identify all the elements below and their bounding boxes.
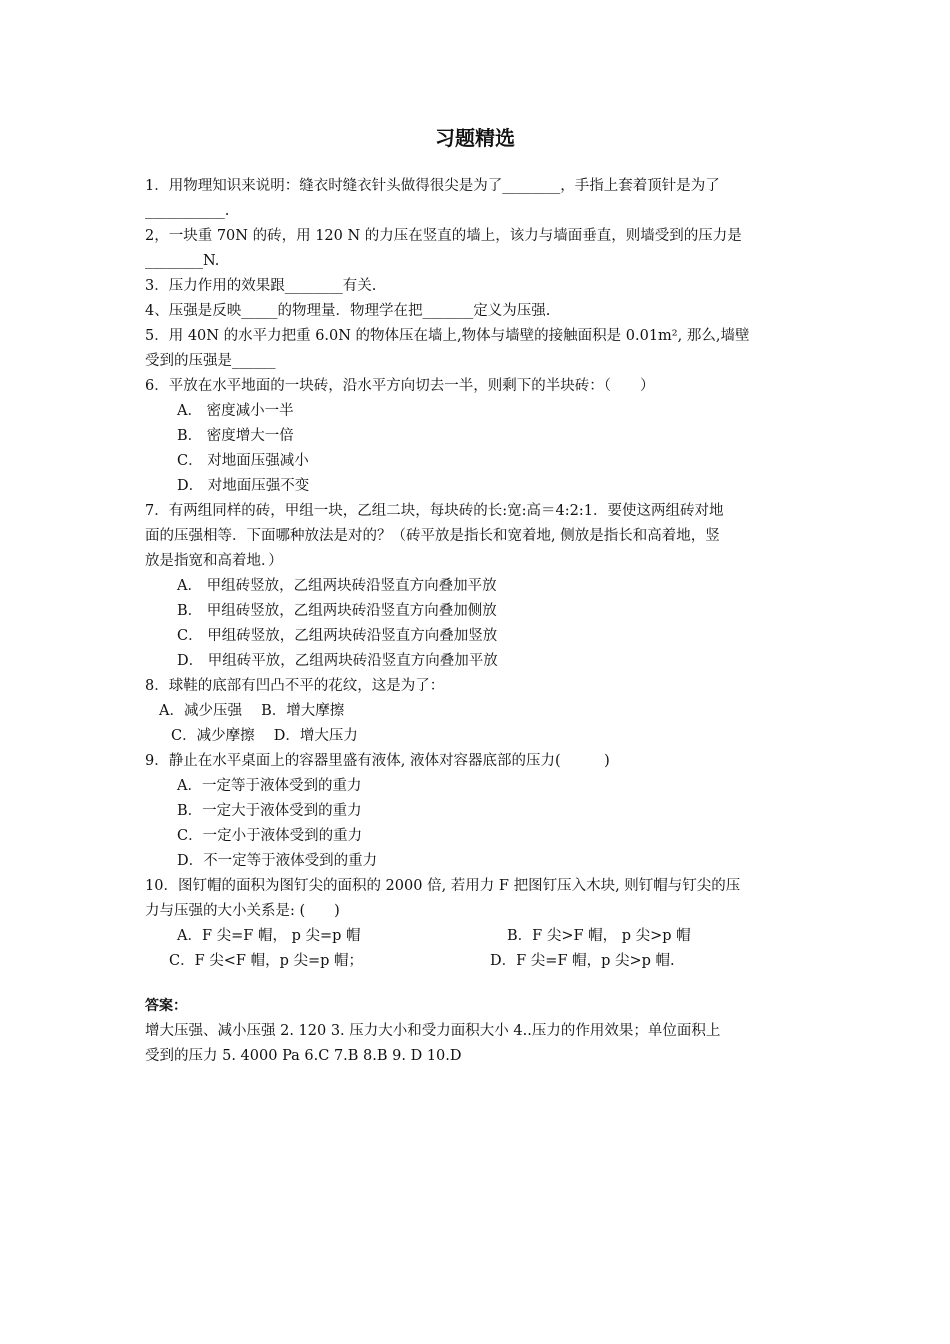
question-7-line-1: 7．有两组同样的砖，甲组一块，乙组二块，每块砖的长:宽:高＝4:2:1．要使这两组砖对地 — [145, 503, 724, 519]
question-6-option-a: A． 密度减小一半 — [177, 403, 294, 419]
question-3: 3．压力作用的效果跟________有关. — [145, 278, 377, 294]
question-9-option-a: A．一定等于液体受到的重力 — [177, 778, 362, 794]
question-9-option-b: B．一定大于液体受到的重力 — [177, 803, 362, 819]
question-10-option-a: A．F 尖=F 帽， p 尖=p 帽 — [177, 928, 361, 944]
question-7-option-a: A． 甲组砖竖放，乙组两块砖沿竖直方向叠加平放 — [177, 578, 497, 594]
question-2-line-2: ________N. — [145, 253, 220, 269]
answers-line-2: 受到的压力 5. 4000 Pa 6.C 7.B 8.B 9. D 10.D — [145, 1048, 462, 1064]
question-6-option-c: C． 对地面压强减小 — [177, 453, 309, 469]
question-8-options-ab: A．减少压强 B．增大摩擦 — [159, 703, 345, 719]
question-10-option-c: C．F 尖<F 帽，p 尖=p 帽； — [169, 953, 364, 969]
page-title: 习题精选 — [435, 126, 515, 150]
question-10-options-cd — [145, 949, 810, 974]
question-5-line-1: 5．用 40N 的水平力把重 6.0N 的物体压在墙上,物体与墙壁的接触面积是 0.01m², 那么,墙壁 — [145, 328, 750, 344]
question-7-option-d: D． 甲组砖平放，乙组两块砖沿竖直方向叠加平放 — [177, 653, 498, 669]
question-4: 4、压强是反映_____的物理量．物理学在把_______定义为压强. — [145, 303, 551, 319]
exercise-content — [145, 174, 810, 1069]
question-10-line-2: 力与压强的大小关系是: ( ) — [145, 903, 340, 919]
question-1-line-2: ___________. — [145, 203, 230, 219]
question-2-line-1: 2，一块重 70N 的砖，用 120 N 的力压在竖直的墙上，该力与墙面垂直，则墙受到的压力是 — [145, 228, 742, 244]
question-7-line-2: 面的压强相等．下面哪种放法是对的？（砖平放是指长和宽着地, 侧放是指长和高着地，竖 — [145, 528, 720, 544]
question-7-option-c: C． 甲组砖竖放，乙组两块砖沿竖直方向叠加竖放 — [177, 628, 498, 644]
question-10-options-ab — [145, 924, 810, 949]
question-7-option-b: B． 甲组砖竖放，乙组两块砖沿竖直方向叠加侧放 — [177, 603, 497, 619]
question-6: 6．平放在水平地面的一块砖，沿水平方向切去一半，则剩下的半块砖：（ ） — [145, 378, 655, 394]
answers-line-1: 增大压强、减小压强 2. 120 3. 压力大小和受力面积大小 4..压力的作用效果；单位面积上 — [145, 1023, 721, 1039]
question-10-line-1: 10．图钉帽的面积为图钉尖的面积的 2000 倍, 若用力 F 把图钉压入木块, 则钉帽与钉尖的压 — [145, 878, 741, 894]
question-9: 9．静止在水平桌面上的容器里盛有液体, 液体对容器底部的压力( ) — [145, 753, 610, 769]
question-9-option-d: D．不一定等于液体受到的重力 — [177, 853, 378, 869]
question-6-option-d: D． 对地面压强不变 — [177, 478, 310, 494]
question-7-line-3: 放是指宽和高着地．） — [145, 553, 283, 569]
question-8-options-cd: C．减少摩擦 D．增大压力 — [171, 728, 358, 744]
question-9-option-c: C．一定小于液体受到的重力 — [177, 828, 363, 844]
question-8: 8．球鞋的底部有凹凸不平的花纹，这是为了： — [145, 678, 445, 694]
question-10-option-b: B．F 尖>F 帽， p 尖>p 帽 — [507, 928, 691, 944]
question-1-line-1: 1．用物理知识来说明：缝衣时缝衣针头做得很尖是为了________，手指上套着顶针是为了 — [145, 178, 720, 194]
question-5-line-2: 受到的压强是______ — [145, 353, 276, 369]
question-6-option-b: B． 密度增大一倍 — [177, 428, 294, 444]
question-10-option-d: D．F 尖=F 帽，p 尖>p 帽. — [490, 953, 675, 969]
answers-heading: 答案： — [145, 998, 187, 1014]
